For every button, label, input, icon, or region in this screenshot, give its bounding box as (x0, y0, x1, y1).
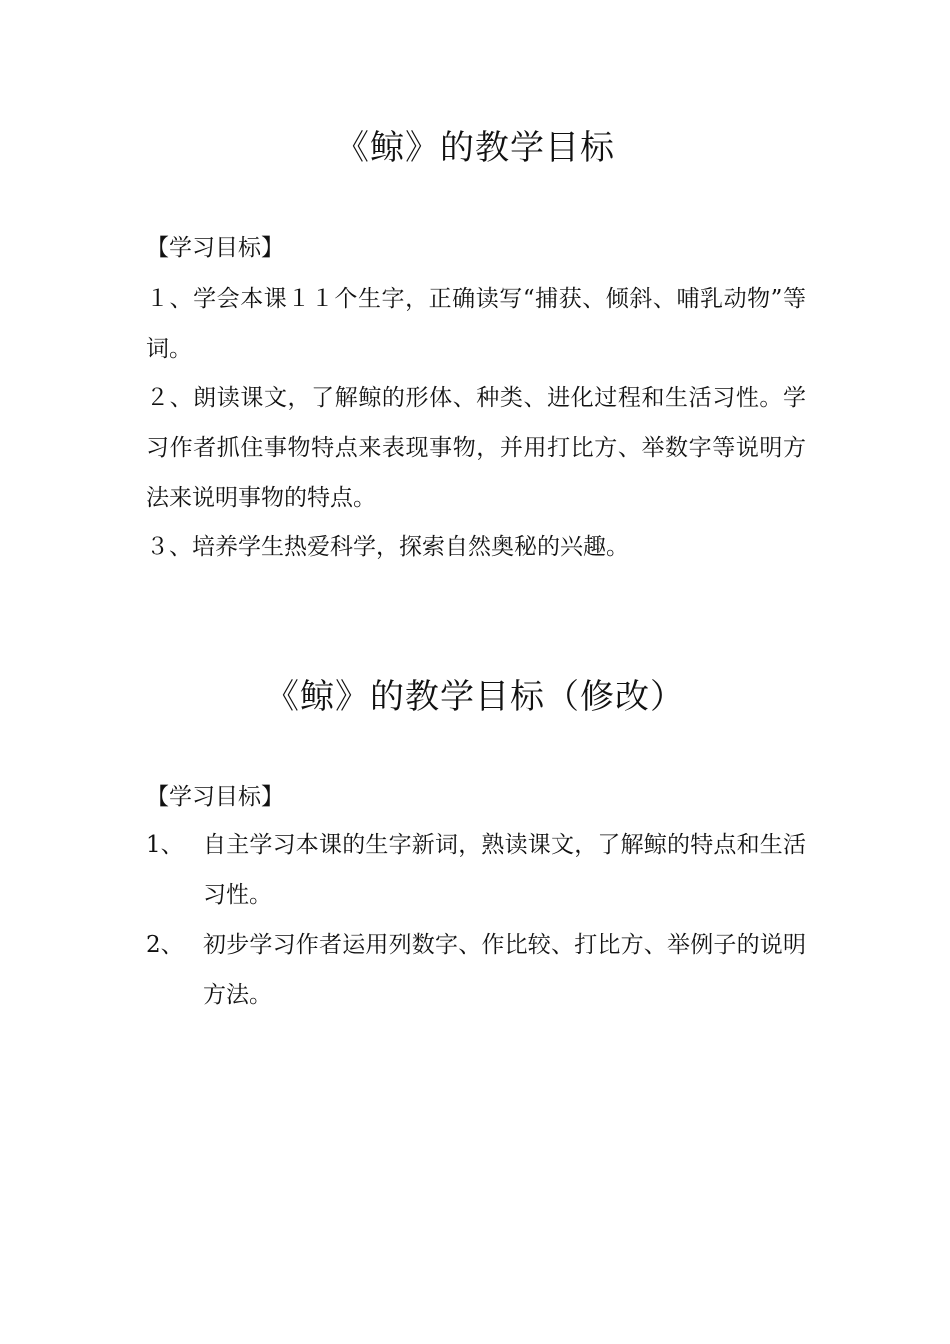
revised-objective-1-text: 自主学习本课的生字新词，熟读课文，了解鲸的特点和生活习性。 (203, 832, 806, 908)
revised-objective-2-text: 初步学习作者运用列数字、作比较、打比方、举例子的说明方法。 (203, 932, 806, 1008)
revised-objective-2 (146, 920, 806, 1020)
revised-objective-1 (146, 820, 806, 920)
original-title: 《鲸》的教学目标 (335, 128, 615, 168)
revised-title: 《鲸》的教学目标（修改） (265, 677, 685, 717)
original-section-label: 【学习目标】 (146, 235, 284, 261)
original-objective-2: ２、朗读课文，了解鲸的形体、种类、进化过程和生活习性。学习作者抓住事物特点来表现事物，并用打比方、举数字等说明方法来说明事物的特点。 (146, 385, 806, 511)
revised-objective-1-number: 1、 (146, 832, 184, 858)
revised-objectives-list (146, 820, 806, 1020)
revised-section-label: 【学习目标】 (146, 784, 284, 810)
original-objective-3: ３、培养学生热爱科学，探索自然奥秘的兴趣。 (146, 534, 629, 560)
revised-objective-2-number: 2、 (146, 932, 184, 958)
original-objective-1: １、学会本课１１个生字，正确读写“捕获、倾斜、哺乳动物”等词。 (146, 286, 806, 362)
